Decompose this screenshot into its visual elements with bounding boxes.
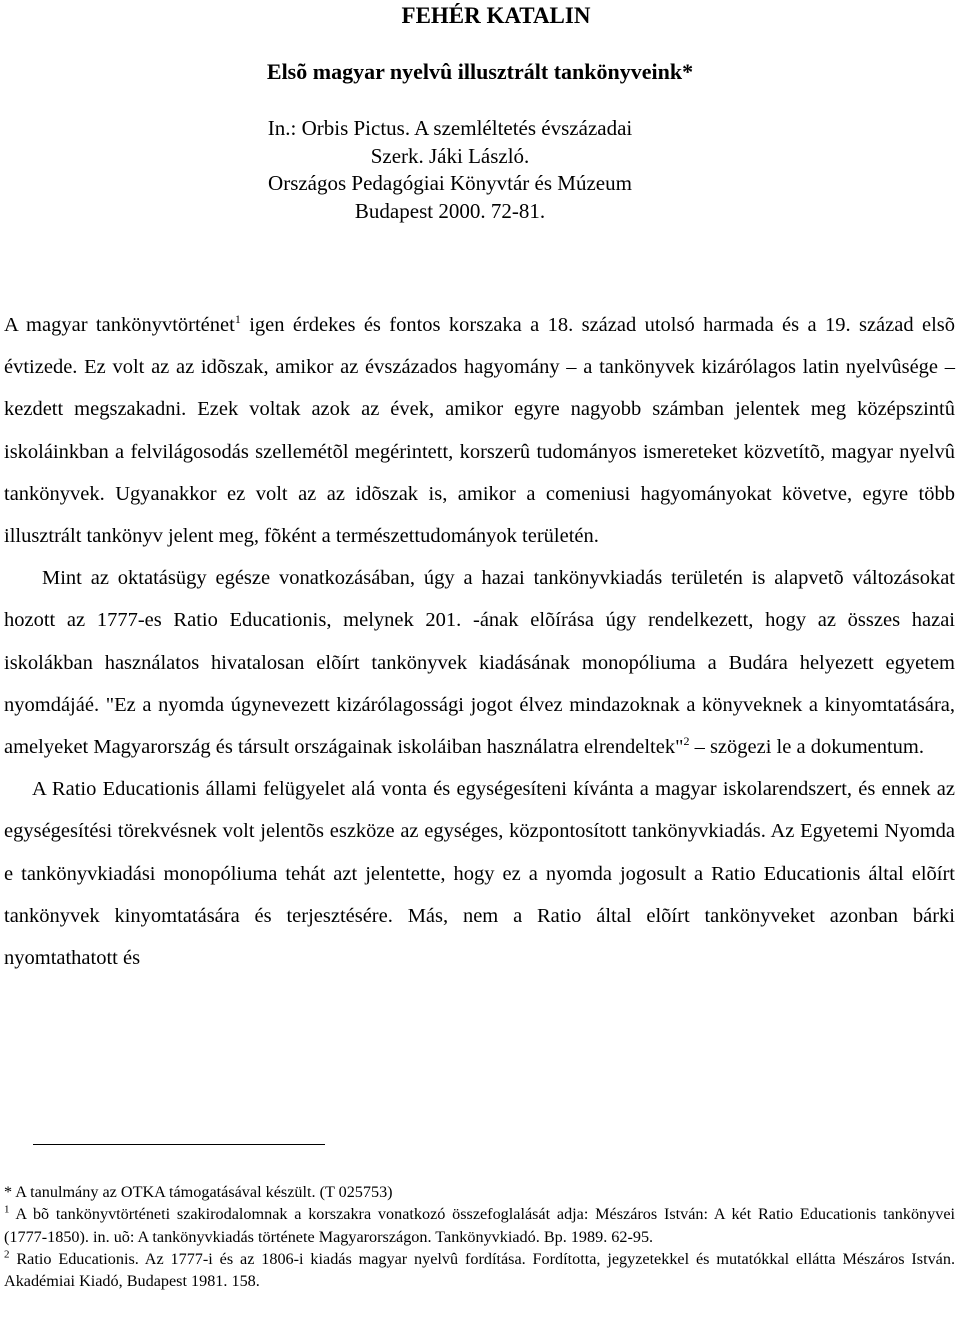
source-line: Szerk. Jáki László. — [370, 143, 530, 168]
footnote-separator — [33, 1144, 325, 1145]
footnote-2-text: Ratio Educationis. Az 1777-i és az 1806-i kiadás magyar nyelvû fordítása. Fordította, jegyzetekkel és mutatókkal ellátta Mészáros István. Akadémiai Kiadó, Budapest 1981. 158. — [4, 1249, 955, 1291]
paragraph-1-start: A magyar tankönyvtörténet — [4, 314, 235, 336]
source-line: Budapest 2000. 72-81. — [354, 198, 546, 223]
paragraph-1 — [4, 304, 955, 557]
author-name: FEHÉR KATALIN — [401, 3, 591, 28]
footnote-star: * A tanulmány az OTKA támogatásával készült. (T 025753) — [4, 1183, 393, 1201]
body-text — [4, 304, 955, 979]
footnote-2 — [4, 1248, 955, 1293]
paragraph-1-rest: igen érdekes és fontos korszaka a 18. század utolsó harmada és a 19. század elsõ évtizede. Ez volt az az idõszak, amikor az évszázados hagyomány – a tankönyvek kizárólagos latin nyelvûsége – kezdett megszakadni. Ezek voltak azok az évek, amikor egyre nagyobb számban jelentek meg középszintû iskoláinkban a felvilágosodás szellemétõl megérintett, korszerû tudományos ismereteket közvetítõ, magyar nyelvû tankönyvek. Ugyanakkor ez volt az az idõszak is, amikor a comeniusi hagyományokat követve, egyre több illusztrált tankönyv jelent meg, fõként a természettudományok területén. — [4, 314, 955, 548]
paragraph-2 — [4, 557, 955, 768]
footnote-ref-2: 2 — [683, 734, 690, 749]
footnotes — [4, 1181, 955, 1292]
paragraph-3 — [4, 768, 955, 979]
footnote-ref-1: 1 — [234, 312, 241, 327]
paragraph-2-start: Mint az oktatásügy egésze vonatkozásában, úgy a hazai tankönyvkiadás területén is alapvetõ változásokat hozott az 1777-es Ratio Educationis, melynek 201. -ának elõírása úgy rendelkezett, hogy az összes hazai iskolákban használatos hivatalosan elõírt tankönyvek kiadásának monopóliuma a Budára helyezett egyetem nyomdájáé. "Ez a nyomda úgynevezett kizárólagossági jogot élvez mindazoknak a könyveknek a kinyomtatására, amelyeket Magyarország és társult országainak iskoláiban használatra elrendeltek" — [4, 567, 955, 759]
paragraph-3-text: A Ratio Educationis állami felügyelet alá vonta és egységesíteni kívánta a magyar iskolarendszert, és ennek az egységesítési törekvésnek volt jelentõs eszköze az egységes, központosított tankönyvkiadás. Az Egyetemi Nyomda e tankönyvkiadási monopóliuma tehát azt jelentette, hogy ez a nyomda jogosult a Ratio Educationis által elõírt tankönyvek kinyomtatására és terjesztésére. Más, nem a Ratio által elõírt tankönyveket azonban bárki nyomtathatott és — [4, 778, 955, 970]
footnote-1-mark: 1 — [4, 1203, 10, 1216]
paragraph-2-indent — [4, 567, 42, 589]
article-title: Elsõ magyar nyelvû illusztrált tankönyveink* — [266, 59, 694, 84]
footnote-2-mark: 2 — [4, 1248, 10, 1261]
paragraph-2-rest: – szögezi le a dokumentum. — [689, 736, 925, 759]
footnote-1 — [4, 1203, 955, 1248]
footnote-1-text: A bõ tankönyvtörténeti szakirodalomnak a korszakra vonatkozó összefoglalását adja: Mészáros István: A két Ratio Educationis tankönyvei (1777-1850). in. uõ: A tankönyvkiadás története Magyarországon. Tankönyvkiadó. Bp. 1989. 62-95. — [4, 1205, 955, 1246]
paragraph-3-indent — [4, 778, 32, 800]
source-line: In.: Orbis Pictus. A szemléltetés évszázadai — [267, 116, 633, 140]
source-line: Országos Pedagógiai Könyvtár és Múzeum — [268, 171, 632, 195]
source-citation — [0, 115, 900, 225]
